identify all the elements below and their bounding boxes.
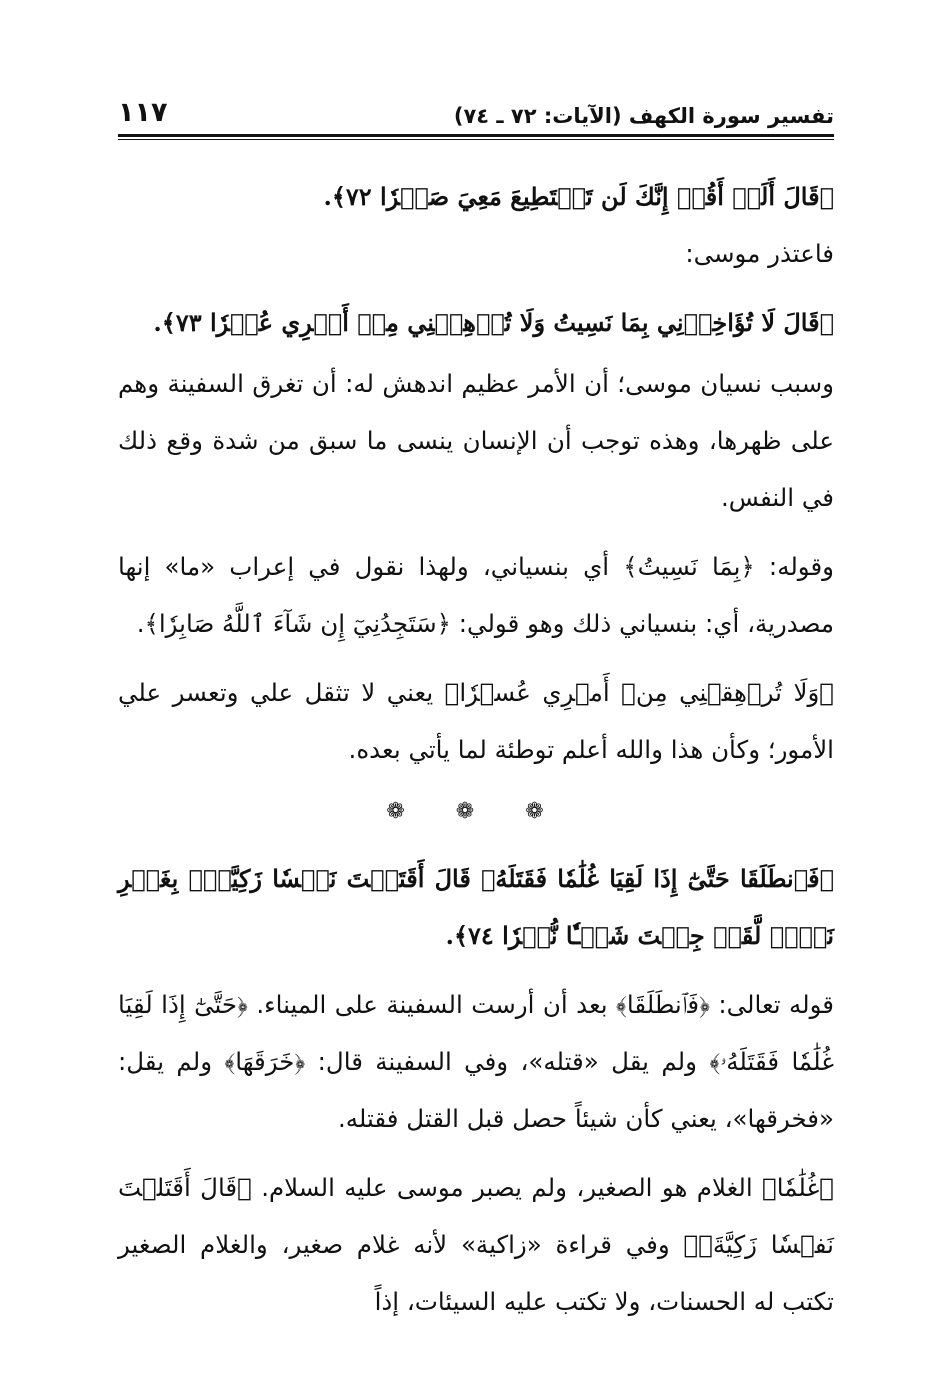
page-number: ١١٧ <box>118 97 168 128</box>
verse-72: ﴿قَالَ أَلَمۡ أَقُلۡ إِنَّكَ لَن تَسۡتَطِيعَ مَعِيَ صَبۡرٗا ٧٢﴾. <box>323 182 834 211</box>
section-separator <box>118 788 834 836</box>
verse-74: ﴿فَٱنطَلَقَا حَتَّىٰٓ إِذَا لَقِيَا غُلَٰمٗا فَقَتَلَهُۥ قَالَ أَقَتَلۡتَ نَفۡسٗا زَكِيَّةَۢ بِغَيۡرِ نَفۡسٖ لَّقَدۡ جِئۡتَ شَيۡـٔٗا نُّكۡرٗا ٧٤﴾. <box>118 864 834 950</box>
commentary-paragraph-1: وسبب نسيان موسى؛ أن الأمر عظيم اندهش له: أن تغرق السفينة وهم على ظهرها، وهذه توجب أن الإنسان ينسى ما سبق من شدة وقع ذلك في النفس. <box>118 369 834 512</box>
separator-star-ornament: ❁ <box>525 799 566 824</box>
commentary-paragraph-2: وقوله: ﴿بِمَا نَسِيتُ﴾ أي بنسياني، ولهذا نقول في إعراب «ما» إنها مصدرية، أي: بنسياني ذلك وهو قولي: ﴿سَتَجِدُنِيٓ إِن شَآءَ ٱللَّهُ صَابِرٗا﴾. <box>118 552 834 638</box>
separator-star-ornament: ❁ <box>455 799 497 824</box>
commentary-paragraph-3: ﴿وَلَا تُرۡهِقۡنِي مِنۡ أَمۡرِي عُسۡرٗا﴾ يعني لا تثقل علي وتعسر علي الأمور؛ وكأن هذا والله أعلم توطئة لما يأتي بعده. <box>118 678 834 764</box>
header-rule-thin <box>118 139 834 140</box>
running-title: تفسير سورة الكهف (الآيات: ٧٢ ـ ٧٤) <box>453 104 834 128</box>
verse-73: ﴿قَالَ لَا تُؤَاخِذۡنِي بِمَا نَسِيتُ وَلَا تُرۡهِقۡنِي مِنۡ أَمۡرِي عُسۡرٗا ٧٣﴾. <box>153 308 834 337</box>
page-header <box>118 92 834 128</box>
separator-star-ornament: ❁ <box>386 799 427 824</box>
commentary-paragraph-4: قوله تعالى: ﴿فَٱنطَلَقَا﴾ بعد أن أرست السفينة على الميناء. ﴿حَتَّىٰٓ إِذَا لَقِيَا غُلَٰمٗا فَقَتَلَهُۥ﴾ ولم يقل «قتله»، وفي السفينة قال: ﴿خَرَقَهَا﴾ ولم يقل: «فخرقها»، يعني كأن شيئاً حصل قبل القتل فقتله. <box>118 990 834 1133</box>
intro-verse-73: فاعتذر موسى: <box>685 239 834 268</box>
header-rule-thick <box>118 134 834 137</box>
commentary-paragraph-5: ﴿غُلَٰمٗا﴾ الغلام هو الصغير، ولم يصبر موسى عليه السلام. ﴿قَالَ أَقَتَلۡتَ نَفۡسٗا زَكِيَّةَۢ﴾ وفي قراءة «زاكية» لأنه غلام صغير، والغلام الصغير تكتب له الحسنات، ولا تكتب عليه السيئات، إذاً <box>118 1173 834 1316</box>
page-body <box>118 168 834 1330</box>
